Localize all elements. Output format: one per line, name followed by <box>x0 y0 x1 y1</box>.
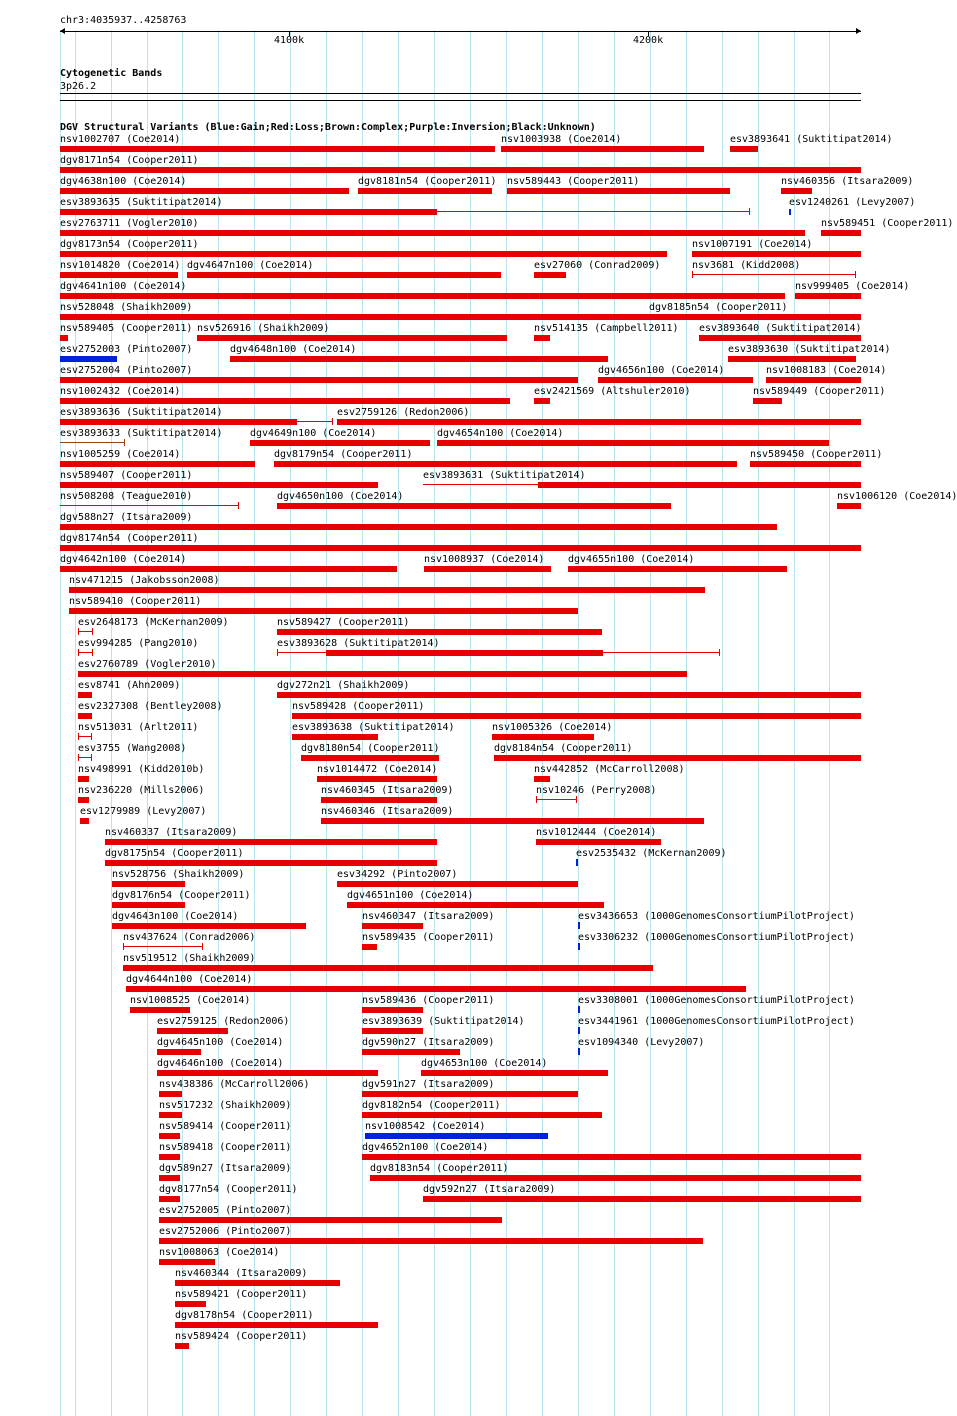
cytoband-name: 3p26.2 <box>60 81 97 92</box>
feature-glyph <box>91 754 92 761</box>
feature-glyph <box>78 628 79 635</box>
feature-label[interactable]: nsv508208 (Teague2010) <box>60 491 193 502</box>
feature-label[interactable]: esv27060 (Conrad2009) <box>534 260 661 271</box>
feature-glyph <box>175 1280 340 1286</box>
feature-label[interactable]: esv2535432 (McKernan2009) <box>576 848 727 859</box>
feature-label[interactable]: nsv513031 (Arlt2011) <box>78 722 199 733</box>
feature-glyph <box>80 818 89 824</box>
feature-glyph <box>362 944 377 950</box>
feature-glyph <box>175 1301 206 1307</box>
feature-glyph <box>78 757 92 758</box>
feature-label[interactable]: nsv1014820 (Coe2014) <box>60 260 181 271</box>
feature-glyph <box>578 922 580 929</box>
feature-label[interactable]: nsv589424 (Cooper2011) <box>175 1331 308 1342</box>
feature-label[interactable]: nsv460347 (Itsara2009) <box>362 911 495 922</box>
feature-label[interactable]: dgv4648n100 (Coe2014) <box>230 344 357 355</box>
feature-glyph <box>424 566 551 572</box>
feature-glyph <box>123 946 203 947</box>
feature-label[interactable]: nsv589418 (Cooper2011) <box>159 1142 292 1153</box>
feature-glyph <box>60 566 397 572</box>
feature-glyph <box>112 881 185 887</box>
feature-label[interactable]: nsv1014472 (Coe2014) <box>317 764 438 775</box>
feature-label[interactable]: esv3893633 (Suktitipat2014) <box>60 428 223 439</box>
feature-label[interactable]: dgv8184n54 (Cooper2011) <box>494 743 633 754</box>
feature-glyph <box>78 754 79 761</box>
feature-label[interactable]: nsv589451 (Cooper2011) <box>821 218 954 229</box>
feature-label[interactable]: esv3893631 (Suktitipat2014) <box>423 470 586 481</box>
feature-glyph <box>238 502 239 509</box>
feature-glyph <box>749 208 750 215</box>
feature-label[interactable]: dgv4644n100 (Coe2014) <box>126 974 253 985</box>
feature-label[interactable]: nsv460345 (Itsara2009) <box>321 785 454 796</box>
dgv-track-title: DGV Structural Variants (Blue:Gain;Red:Loss;Brown:Complex;Purple:Inversion;Black:Unknown) <box>60 122 596 133</box>
feature-glyph <box>365 1133 548 1139</box>
feature-glyph <box>501 146 704 152</box>
feature-label[interactable]: nsv589450 (Cooper2011) <box>750 449 883 460</box>
feature-glyph <box>78 631 93 632</box>
feature-label[interactable]: dgv4647n100 (Coe2014) <box>187 260 314 271</box>
feature-glyph <box>175 1322 378 1328</box>
feature-label[interactable]: nsv589435 (Cooper2011) <box>362 932 495 943</box>
feature-label[interactable]: dgv4641n100 (Coe2014) <box>60 281 187 292</box>
feature-label[interactable]: dgv8173n54 (Cooper2011) <box>60 239 199 250</box>
feature-label[interactable]: nsv471215 (Jakobsson2008) <box>69 575 220 586</box>
feature-glyph <box>362 1154 861 1160</box>
feature-glyph <box>534 335 550 341</box>
feature-label[interactable]: dgv8177n54 (Cooper2011) <box>159 1184 298 1195</box>
feature-glyph <box>69 587 705 593</box>
feature-glyph <box>536 796 537 803</box>
feature-glyph <box>187 272 501 278</box>
feature-glyph <box>578 1006 580 1013</box>
feature-glyph <box>159 1196 180 1202</box>
feature-glyph <box>277 652 326 653</box>
feature-glyph <box>157 1028 228 1034</box>
grid-line <box>722 30 723 1416</box>
feature-glyph <box>92 649 93 656</box>
feature-label[interactable]: nsv10246 (Perry2008) <box>536 785 657 796</box>
scale-label-4200k: 4200k <box>633 35 664 46</box>
feature-label[interactable]: esv1094340 (Levy2007) <box>578 1037 705 1048</box>
feature-label[interactable]: nsv589427 (Cooper2011) <box>277 617 410 628</box>
feature-label[interactable]: nsv1003938 (Coe2014) <box>501 134 622 145</box>
feature-glyph <box>423 1196 861 1202</box>
feature-glyph <box>534 398 550 404</box>
feature-glyph <box>277 629 602 635</box>
feature-glyph <box>766 377 861 383</box>
feature-glyph <box>92 628 93 635</box>
feature-label[interactable]: esv3308001 (1000GenomesConsortiumPilotProject) <box>578 995 855 1006</box>
scale-label-4100k: 4100k <box>274 35 305 46</box>
feature-glyph <box>332 418 333 425</box>
feature-label[interactable]: nsv528048 (Shaikh2009) <box>60 302 193 313</box>
feature-label[interactable]: esv2759125 (Redon2006) <box>157 1016 290 1027</box>
feature-glyph <box>78 671 687 677</box>
feature-glyph <box>60 482 378 488</box>
feature-glyph <box>78 652 93 653</box>
feature-label[interactable]: esv1240261 (Levy2007) <box>789 197 916 208</box>
feature-label[interactable]: dgv4653n100 (Coe2014) <box>421 1058 548 1069</box>
feature-glyph <box>60 146 495 152</box>
feature-label[interactable]: dgv272n21 (Shaikh2009) <box>277 680 410 691</box>
cytoband-track-title: Cytogenetic Bands <box>60 68 163 79</box>
feature-glyph <box>789 209 791 215</box>
feature-glyph <box>337 881 578 887</box>
feature-glyph <box>112 923 306 929</box>
feature-glyph <box>60 356 117 362</box>
grid-line <box>758 30 759 1416</box>
feature-glyph <box>692 251 861 257</box>
feature-label[interactable]: nsv1012444 (Coe2014) <box>536 827 657 838</box>
feature-glyph <box>362 1091 578 1097</box>
feature-label[interactable]: esv3893628 (Suktitipat2014) <box>277 638 440 649</box>
feature-label[interactable]: nsv460344 (Itsara2009) <box>175 1268 308 1279</box>
feature-label[interactable]: esv2752003 (Pinto2007) <box>60 344 193 355</box>
feature-glyph <box>337 419 861 425</box>
feature-label[interactable]: esv3306232 (1000GenomesConsortiumPilotProject) <box>578 932 855 943</box>
feature-glyph <box>317 776 437 782</box>
feature-glyph <box>292 713 861 719</box>
feature-glyph <box>60 209 437 215</box>
feature-glyph <box>538 482 861 488</box>
feature-label[interactable]: nsv1008063 (Coe2014) <box>159 1247 280 1258</box>
feature-glyph <box>494 755 861 761</box>
feature-glyph <box>60 545 861 551</box>
feature-glyph <box>60 167 861 173</box>
feature-label[interactable]: nsv1008542 (Coe2014) <box>365 1121 486 1132</box>
feature-glyph <box>568 566 787 572</box>
feature-glyph <box>692 274 856 275</box>
grid-line <box>829 30 830 1416</box>
feature-glyph <box>692 271 693 278</box>
feature-glyph <box>78 713 92 719</box>
feature-glyph <box>326 650 603 656</box>
feature-label[interactable]: nsv519512 (Shaikh2009) <box>123 953 256 964</box>
feature-label[interactable]: dgv4638n100 (Coe2014) <box>60 176 187 187</box>
feature-glyph <box>78 736 92 737</box>
feature-glyph <box>60 419 297 425</box>
feature-label[interactable]: nsv589449 (Cooper2011) <box>753 386 886 397</box>
feature-label[interactable]: nsv589405 (Cooper2011) <box>60 323 193 334</box>
feature-glyph <box>578 1027 580 1034</box>
feature-glyph <box>750 461 861 467</box>
feature-glyph <box>719 649 720 656</box>
feature-glyph <box>321 818 704 824</box>
feature-label[interactable]: esv34292 (Pinto2007) <box>337 869 458 880</box>
feature-label[interactable]: esv3893641 (Suktitipat2014) <box>730 134 893 145</box>
feature-label[interactable]: nsv589428 (Cooper2011) <box>292 701 425 712</box>
feature-label[interactable]: dgv4646n100 (Coe2014) <box>157 1058 284 1069</box>
feature-label[interactable]: nsv1002707 (Coe2014) <box>60 134 181 145</box>
feature-glyph <box>277 649 278 656</box>
feature-glyph <box>358 188 492 194</box>
feature-label[interactable]: esv3893636 (Suktitipat2014) <box>60 407 223 418</box>
feature-label[interactable]: esv3755 (Wang2008) <box>78 743 187 754</box>
feature-glyph <box>603 652 720 653</box>
grid-line <box>686 30 687 1416</box>
feature-label[interactable]: nsv460346 (Itsara2009) <box>321 806 454 817</box>
feature-glyph <box>598 377 753 383</box>
feature-label[interactable]: esv2752005 (Pinto2007) <box>159 1205 292 1216</box>
feature-glyph <box>105 860 437 866</box>
feature-glyph <box>362 923 423 929</box>
feature-glyph <box>347 902 604 908</box>
feature-glyph <box>130 1007 190 1013</box>
feature-label[interactable]: nsv1008937 (Coe2014) <box>424 554 545 565</box>
grid-line <box>75 30 76 1416</box>
feature-label[interactable]: nsv460337 (Itsara2009) <box>105 827 238 838</box>
feature-glyph <box>60 335 68 341</box>
feature-glyph <box>78 692 92 698</box>
feature-glyph <box>492 734 594 740</box>
feature-glyph <box>202 943 203 950</box>
feature-label[interactable]: dgv8175n54 (Cooper2011) <box>105 848 244 859</box>
feature-label[interactable]: nsv1005326 (Coe2014) <box>492 722 613 733</box>
feature-glyph <box>277 503 671 509</box>
feature-label[interactable]: nsv1002432 (Coe2014) <box>60 386 181 397</box>
feature-label[interactable]: nsv589436 (Cooper2011) <box>362 995 495 1006</box>
feature-glyph <box>91 733 92 740</box>
ruler-line <box>60 31 861 32</box>
feature-label[interactable]: esv3441961 (1000GenomesConsortiumPilotProject) <box>578 1016 855 1027</box>
feature-glyph <box>362 1112 602 1118</box>
feature-label[interactable]: esv1279989 (Levy2007) <box>80 806 207 817</box>
feature-label[interactable]: dgv8183n54 (Cooper2011) <box>370 1163 509 1174</box>
feature-label[interactable]: dgv8171n54 (Cooper2011) <box>60 155 199 166</box>
feature-label[interactable]: nsv1007191 (Coe2014) <box>692 239 813 250</box>
feature-glyph <box>362 1028 423 1034</box>
feature-glyph <box>60 188 349 194</box>
cytoband-bottom-line <box>60 100 861 101</box>
feature-glyph <box>781 188 812 194</box>
feature-label[interactable]: nsv517232 (Shaikh2009) <box>159 1100 292 1111</box>
feature-label[interactable]: esv2648173 (McKernan2009) <box>78 617 229 628</box>
feature-glyph <box>124 439 125 446</box>
feature-label[interactable]: dgv8181n54 (Cooper2011) <box>358 176 497 187</box>
feature-label[interactable]: esv2760789 (Vogler2010) <box>78 659 217 670</box>
feature-label[interactable]: dgv592n27 (Itsara2009) <box>423 1184 556 1195</box>
feature-label[interactable]: nsv437624 (Conrad2006) <box>123 932 256 943</box>
feature-glyph <box>78 733 79 740</box>
grid-line <box>470 30 471 1416</box>
feature-glyph <box>60 461 255 467</box>
feature-glyph <box>649 314 861 320</box>
feature-glyph <box>301 755 439 761</box>
feature-glyph <box>292 734 378 740</box>
feature-glyph <box>699 335 861 341</box>
feature-label[interactable]: nsv442852 (McCarroll2008) <box>534 764 685 775</box>
feature-glyph <box>159 1133 180 1139</box>
feature-glyph <box>576 796 577 803</box>
feature-label[interactable]: dgv4645n100 (Coe2014) <box>157 1037 284 1048</box>
feature-label[interactable]: nsv498991 (Kidd2010b) <box>78 764 205 775</box>
feature-glyph <box>855 271 856 278</box>
feature-label[interactable]: dgv4651n100 (Coe2014) <box>347 890 474 901</box>
feature-label[interactable]: dgv8182n54 (Cooper2011) <box>362 1100 501 1111</box>
feature-glyph <box>437 440 829 446</box>
scroll-right-arrow-icon[interactable] <box>856 28 861 34</box>
feature-label[interactable]: dgv589n27 (Itsara2009) <box>159 1163 292 1174</box>
feature-label[interactable]: dgv8179n54 (Cooper2011) <box>274 449 413 460</box>
feature-label[interactable]: dgv588n27 (Itsara2009) <box>60 512 193 523</box>
feature-glyph <box>197 335 507 341</box>
scroll-left-arrow-icon[interactable] <box>60 28 65 34</box>
feature-glyph <box>578 1048 580 1055</box>
feature-label[interactable]: nsv236220 (Mills2006) <box>78 785 205 796</box>
feature-glyph <box>112 902 185 908</box>
feature-label[interactable]: esv2763711 (Vogler2010) <box>60 218 199 229</box>
feature-label[interactable]: esv2752006 (Pinto2007) <box>159 1226 292 1237</box>
feature-glyph <box>536 839 661 845</box>
feature-label[interactable]: esv2421569 (Altshuler2010) <box>534 386 691 397</box>
feature-glyph <box>175 1343 189 1349</box>
feature-glyph <box>78 797 89 803</box>
feature-glyph <box>60 505 239 506</box>
feature-glyph <box>362 1049 460 1055</box>
feature-glyph <box>837 503 861 509</box>
feature-label[interactable]: esv8741 (Ahn2009) <box>78 680 181 691</box>
feature-label[interactable]: esv3893630 (Suktitipat2014) <box>728 344 891 355</box>
feature-glyph <box>159 1091 182 1097</box>
feature-label[interactable]: dgv4649n100 (Coe2014) <box>250 428 377 439</box>
feature-glyph <box>795 293 861 299</box>
feature-label[interactable]: nsv1006120 (Coe2014) <box>837 491 957 502</box>
feature-label[interactable]: nsv589407 (Cooper2011) <box>60 470 193 481</box>
feature-glyph <box>321 797 437 803</box>
feature-glyph <box>69 608 578 614</box>
feature-label[interactable]: dgv8178n54 (Cooper2011) <box>175 1310 314 1321</box>
feature-label[interactable]: dgv590n27 (Itsara2009) <box>362 1037 495 1048</box>
feature-label[interactable]: esv2327308 (Bentley2008) <box>78 701 223 712</box>
feature-glyph <box>60 377 578 383</box>
feature-glyph <box>576 859 578 866</box>
feature-glyph <box>60 442 125 443</box>
feature-label[interactable]: dgv4643n100 (Coe2014) <box>112 911 239 922</box>
feature-label[interactable]: esv3893639 (Suktitipat2014) <box>362 1016 525 1027</box>
feature-label[interactable]: dgv8185n54 (Cooper2011) <box>649 302 788 313</box>
feature-glyph <box>421 1070 608 1076</box>
feature-label[interactable]: esv3893635 (Suktitipat2014) <box>60 197 223 208</box>
grid-line <box>650 30 651 1416</box>
feature-label[interactable]: nsv1005259 (Coe2014) <box>60 449 181 460</box>
cytoband-top-line <box>60 93 861 94</box>
grid-line <box>794 30 795 1416</box>
feature-label[interactable]: dgv4654n100 (Coe2014) <box>437 428 564 439</box>
feature-label[interactable]: esv3893638 (Suktitipat2014) <box>292 722 455 733</box>
grid-line <box>60 30 61 1416</box>
feature-label[interactable]: dgv4655n100 (Coe2014) <box>568 554 695 565</box>
feature-label[interactable]: nsv528756 (Shaikh2009) <box>112 869 245 880</box>
feature-glyph <box>123 965 653 971</box>
feature-glyph <box>123 943 124 950</box>
feature-label[interactable]: esv994285 (Pang2010) <box>78 638 199 649</box>
feature-glyph <box>753 398 782 404</box>
feature-label[interactable]: dgv8180n54 (Cooper2011) <box>301 743 440 754</box>
feature-label[interactable]: dgv4652n100 (Coe2014) <box>362 1142 489 1153</box>
feature-label[interactable]: nsv526916 (Shaikh2009) <box>197 323 330 334</box>
feature-label[interactable]: nsv999405 (Coe2014) <box>795 281 910 292</box>
feature-glyph <box>297 421 333 422</box>
feature-label[interactable]: dgv8174n54 (Cooper2011) <box>60 533 199 544</box>
feature-glyph <box>105 839 437 845</box>
feature-label[interactable]: nsv1008525 (Coe2014) <box>130 995 251 1006</box>
feature-glyph <box>730 146 758 152</box>
feature-glyph <box>159 1154 180 1160</box>
feature-glyph <box>78 649 79 656</box>
feature-glyph <box>437 211 750 212</box>
locus-label: chr3:4035937..4258763 <box>60 15 187 26</box>
feature-glyph <box>821 230 861 236</box>
feature-glyph <box>157 1049 201 1055</box>
feature-glyph <box>728 356 856 362</box>
feature-glyph <box>60 398 510 404</box>
feature-label[interactable]: nsv3681 (Kidd2008) <box>692 260 801 271</box>
feature-glyph <box>159 1259 215 1265</box>
feature-label[interactable]: nsv1008183 (Coe2014) <box>766 365 887 376</box>
feature-label[interactable]: dgv4642n100 (Coe2014) <box>60 554 187 565</box>
feature-glyph <box>362 1007 423 1013</box>
feature-glyph <box>423 484 538 485</box>
feature-glyph <box>159 1175 180 1181</box>
feature-glyph <box>534 776 550 782</box>
feature-glyph <box>578 943 580 950</box>
feature-glyph <box>60 230 805 236</box>
feature-label[interactable]: nsv589414 (Cooper2011) <box>159 1121 292 1132</box>
feature-label[interactable]: dgv4656n100 (Coe2014) <box>598 365 725 376</box>
feature-label[interactable]: dgv4650n100 (Coe2014) <box>277 491 404 502</box>
feature-glyph <box>78 776 89 782</box>
feature-label[interactable]: dgv8176n54 (Cooper2011) <box>112 890 251 901</box>
feature-glyph <box>159 1238 703 1244</box>
feature-label[interactable]: esv3436653 (1000GenomesConsortiumPilotProject) <box>578 911 855 922</box>
feature-label[interactable]: dgv591n27 (Itsara2009) <box>362 1079 495 1090</box>
feature-label[interactable]: nsv460356 (Itsara2009) <box>781 176 914 187</box>
feature-glyph <box>60 272 178 278</box>
feature-label[interactable]: nsv514135 (Campbell2011) <box>534 323 679 334</box>
feature-glyph <box>159 1112 182 1118</box>
feature-glyph <box>60 251 667 257</box>
grid-line <box>614 30 615 1416</box>
feature-label[interactable]: esv3893640 (Suktitipat2014) <box>699 323 862 334</box>
feature-label[interactable]: nsv589421 (Cooper2011) <box>175 1289 308 1300</box>
feature-glyph <box>157 1070 378 1076</box>
feature-label[interactable]: esv2759126 (Redon2006) <box>337 407 470 418</box>
feature-glyph <box>370 1175 861 1181</box>
feature-glyph <box>159 1217 502 1223</box>
feature-glyph <box>277 692 861 698</box>
feature-glyph <box>60 524 777 530</box>
feature-label[interactable]: nsv589443 (Cooper2011) <box>507 176 640 187</box>
feature-label[interactable]: nsv438386 (McCarroll2006) <box>159 1079 310 1090</box>
feature-glyph <box>250 440 430 446</box>
feature-label[interactable]: esv2752004 (Pinto2007) <box>60 365 193 376</box>
feature-label[interactable]: nsv589410 (Cooper2011) <box>69 596 202 607</box>
feature-glyph <box>274 461 737 467</box>
feature-glyph <box>126 986 746 992</box>
feature-glyph <box>507 188 730 194</box>
feature-glyph <box>230 356 608 362</box>
feature-glyph <box>534 272 566 278</box>
feature-glyph <box>60 293 785 299</box>
feature-glyph <box>536 799 577 800</box>
